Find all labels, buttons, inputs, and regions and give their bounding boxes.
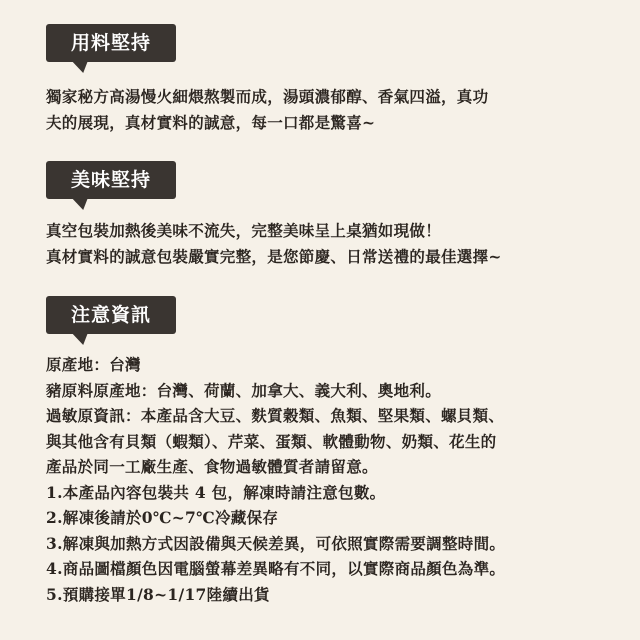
text-line: 獨家秘方高湯慢火細煨熬製而成，湯頭濃郁醇、香氣四溢，真功 <box>46 87 489 106</box>
section-title: 用料堅持 <box>70 32 151 54</box>
section-title-badge <box>46 24 176 62</box>
section-title-badge <box>46 161 176 199</box>
text-line: 夫的展現，真材實料的誠意，每一口都是驚喜~ <box>46 112 376 132</box>
text-line: 真材實料的誠意包裝嚴實完整，是您節慶、日常送禮的最佳選擇~ <box>46 246 502 266</box>
text-line: 5.預購接單1/8~1/17陸續出貨 <box>46 584 270 604</box>
section-title: 美味堅持 <box>70 169 151 191</box>
text-line: 產品於同一工廠生產、食物過敏體質者請留意。 <box>46 457 378 476</box>
section-body <box>46 352 616 607</box>
text-line: 3.解凍與加熱方式因設備與天候差異，可依照實際需要調整時間。 <box>46 533 506 553</box>
text-line: 真空包裝加熱後美味不流失，完整美味呈上桌猶如現做！ <box>46 221 442 240</box>
text-line: 1.本產品內容包裝共 4 包，解凍時請注意包數。 <box>46 482 386 502</box>
text-line: 2.解凍後請於0℃~7℃冷藏保存 <box>46 508 279 527</box>
text-line: 與其他含有貝類（蝦類）、芹菜、蛋類、軟體動物、奶類、花生的 <box>46 431 497 451</box>
text-line: 4.商品圖檔顏色因電腦螢幕差異略有不同，以實際商品顏色為準。 <box>46 559 506 578</box>
text-line: 過敏原資訊：本產品含大豆、麩質穀類、魚類、堅果類、螺貝類、 <box>46 406 505 425</box>
text-line: 豬原料原產地：台灣、荷蘭、加拿大、義大利、奧地利。 <box>46 380 442 400</box>
section-body <box>46 84 616 135</box>
section-title: 注意資訊 <box>70 304 151 326</box>
section-body <box>46 218 616 269</box>
text-line: 原產地：台灣 <box>46 355 141 374</box>
section-title-badge <box>46 296 176 334</box>
